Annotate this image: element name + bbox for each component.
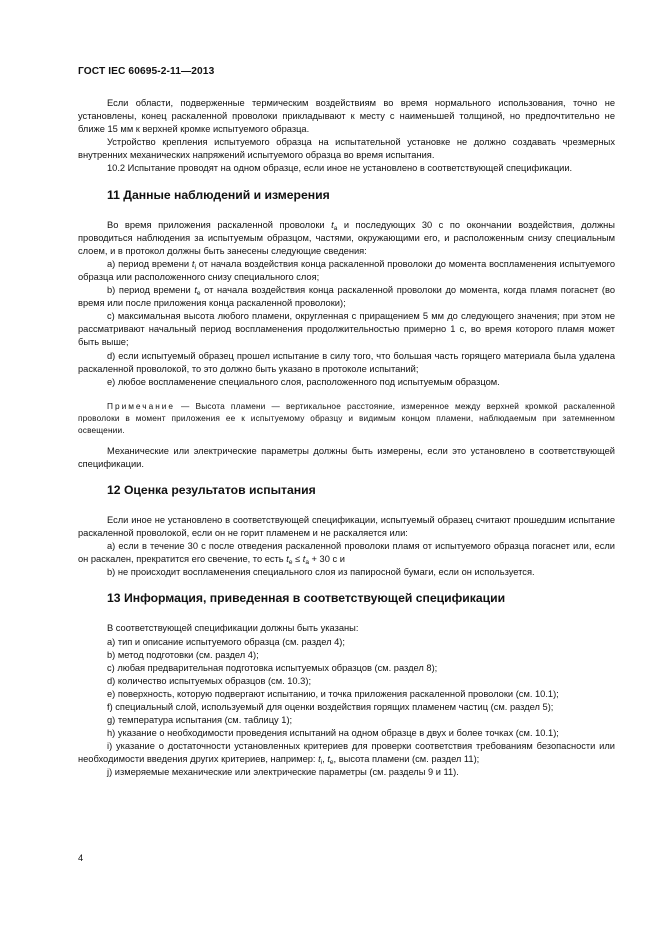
list-item: e) любое воспламенение специального слоя, расположенного под испытуемым образцом. <box>107 376 500 387</box>
list-item: b) период времени $t_e$ от начала воздействия конца раскаленной проволоки до момента, когда пламя погаснет (во время или после приложения конца раскаленной проволоки); <box>78 285 615 309</box>
list-item: d) если испытуемый образец прошел испытание в силу того, что большая часть горящего материала была удалена раскаленной проволокой, то это должно быть указано в протоколе испытаний; <box>78 350 615 374</box>
list-item: e) поверхность, которую подвергают испытанию, и точка приложения раскаленной проволоки (см. 10.1); <box>107 688 559 699</box>
note: Примечание — Высота пламени — вертикальное расстояние, измеренное между верхней кромкой раскаленной проволоки в момент приложения ее к испытуемому образцу и видимым концом пламени, наблюдаемым при затемненном освещении. <box>78 400 615 435</box>
list-item: g) температура испытания (см. таблицу 1); <box>107 715 293 726</box>
list-item: j) измеряемые механические или электрические параметры (см. разделы 9 и 11). <box>107 767 459 778</box>
paragraph: Механические или электрические параметры должны быть измерены, если это установлено в соответствующей спецификации. <box>78 445 615 469</box>
section-13-heading: 13 Информация, приведенная в соответствующей спецификации <box>107 591 506 606</box>
paragraph: В соответствующей спецификации должны быть указаны: <box>107 623 359 634</box>
list-item: i) указание о достаточности установленных критериев для проверки соответствия требованиям безопасности или необходимости введения других критериев, например: $t_i$, $t_e$, высота пламени (см. раздел 11); <box>78 741 615 767</box>
document-body <box>78 97 615 780</box>
paragraph: Если иное не установлено в соответствующей спецификации, испытуемый образец считают прошедшим испытание раскаленной проволокой, если он не горит пламенем и не раскаляется или: <box>78 514 615 539</box>
list-item: b) не происходит воспламенения специального слоя из папиросной бумаги, если он используется. <box>107 567 535 578</box>
section-12-heading: 12 Оценка результатов испытания <box>107 482 316 497</box>
list-item: a) период времени $t_i$ от начала воздействия конца раскаленной проволоки до момента воспламенения испытуемого образца или расположенного снизу специального слоя; <box>78 258 615 282</box>
paragraph: Во время приложения раскаленной проволоки $t_a$ и последующих 30 с по окончании воздействия, должны проводиться наблюдения за испытуемым образцом, частями, окружающими его, и расположенным снизу специальным слоем, и в протокол должны быть занесены следующие сведения: <box>78 219 615 256</box>
list-item: h) указание о необходимости проведения испытаний на одном образце в двух и более точках (см. 10.1); <box>107 728 559 739</box>
page-number: 4 <box>78 853 84 863</box>
list-item: a) тип и описание испытуемого образца (см. раздел 4); <box>107 636 345 647</box>
paragraph: Устройство крепления испытуемого образца на испытательной установке не должно создавать чрезмерных внутренних механических напряжений испытуемого образца во время испытания. <box>78 137 615 161</box>
paragraph: 10.2 Испытание проводят на одном образце, если иное не установлено в соответствующей спецификации. <box>107 163 573 174</box>
note-label: Примечание <box>107 400 176 411</box>
list-item: d) количество испытуемых образцов (см. 10.3); <box>107 675 312 686</box>
list-item: c) любая предварительная подготовка испытуемых образцов (см. раздел 8); <box>107 662 438 673</box>
document-header: ГОСТ IEC 60695-2-11—2013 <box>78 66 215 77</box>
list-item: c) максимальная высота любого пламени, округленная с приращением 5 мм до следующего значения; при этом не рассматривают начальный период воспламенения продолжительностью примерно 1 с, во время которого пламя может быть выше; <box>78 311 615 348</box>
section-11-heading: 11 Данные наблюдений и измерения <box>107 187 330 202</box>
list-item: f) специальный слой, используемый для оценки воздействия горящих пламенем частиц (см. раздел 5); <box>107 702 554 712</box>
list-item: a) если в течение 30 с после отведения раскаленной проволоки пламя от испытуемого образца погаснет или, если он раскален, прекратится его свечение, то есть $t_e \le t_a + 30$ с и <box>78 541 615 567</box>
list-item: b) метод подготовки (см. раздел 4); <box>107 649 259 660</box>
paragraph: Если области, подверженные термическим воздействиям во время нормального использования, точно не установлены, конец раскаленной проволоки прикладывают к месту с наименьшей толщиной, но предпочтительно не ближе 15 мм к верхней кромке испытуемого образца. <box>78 98 615 135</box>
